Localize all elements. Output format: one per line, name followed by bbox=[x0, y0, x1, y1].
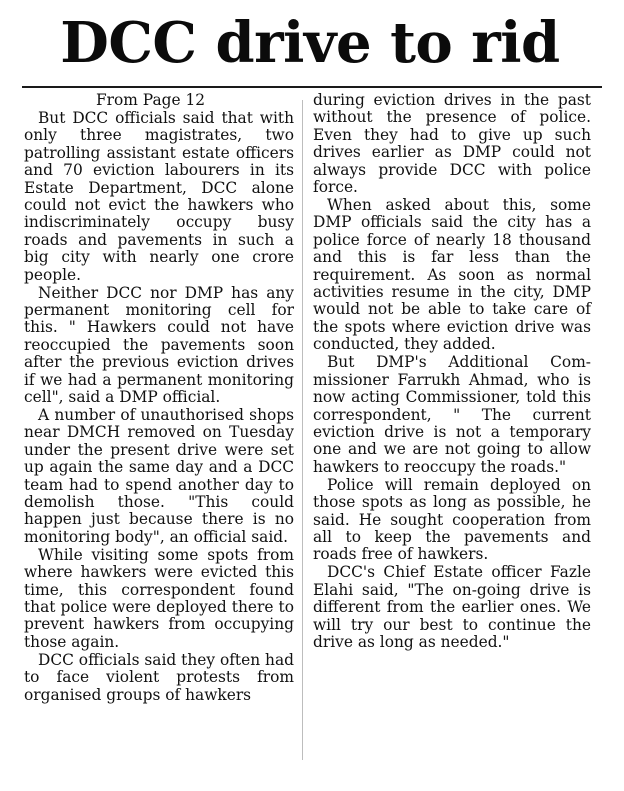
paragraph: When asked about this, some DMP officials said the city has a police force of nearly 18 thousand and this is far less than the requirement. As soon as normal activities resume in the city, DMP would not be able to take care of the spots where eviction drive was conducted, they added. bbox=[313, 196, 591, 354]
article-column-left bbox=[24, 92, 294, 705]
paragraph: Neither DCC nor DMP has any permanent monitoring cell for this. " Hawkers could not have reoccupied the pavements soon after the previous eviction drives if we had a permanent monitoring cell", said a DMP official. bbox=[24, 283, 294, 406]
headline: DCC drive to rid bbox=[60, 10, 560, 76]
headline-rule bbox=[22, 86, 602, 88]
paragraph: While visiting some spots from where hawkers were evicted this time, this correspondent found that police were deployed there to prevent hawkers from occupying those again. bbox=[24, 545, 294, 651]
article-column-right bbox=[313, 92, 591, 652]
jump-line: From Page 12 bbox=[96, 91, 206, 109]
paragraph: DCC's Chief Estate officer Fazle Elahi said, "The on-going drive is different from the earlier ones. We will try our best to continue the drive as long as needed." bbox=[313, 563, 591, 651]
paragraph: But DMP's Additional Commissioner Farrukh Ahmad, who is now acting Commissioner, told this correspondent, " The current eviction drive is not a temporary one and we are not going to allow hawkers to reoccupy the roads." bbox=[313, 353, 591, 476]
paragraph: A number of unauthorised shops near DMCH removed on Tuesday under the present drive were set up again the same day and a DCC team had to spend another day to demolish those. "This could happen just because there is no monitoring body", an official said. bbox=[24, 406, 294, 546]
column-divider bbox=[302, 100, 303, 760]
paragraph: But DCC officials said that with only three magistrates, two patrolling assistant estate officers and 70 eviction labourers in its Estate Department, DCC alone could not evict the hawkers who indiscriminately occupy busy roads and pavements in such a big city with nearly one crore people. bbox=[24, 108, 294, 284]
paragraph-continued: during eviction drives in the past without the presence of police. Even they had to give up such drives earlier as DMP could not always provide DCC with police force. bbox=[313, 91, 591, 197]
paragraph: Police will remain deployed on those spots as long as possible, he said. He sought cooperation from all to keep the pavements and roads free of hawkers. bbox=[313, 475, 591, 564]
paragraph: DCC officials said they often had to face violent protests from organised groups of hawkers bbox=[24, 650, 294, 704]
